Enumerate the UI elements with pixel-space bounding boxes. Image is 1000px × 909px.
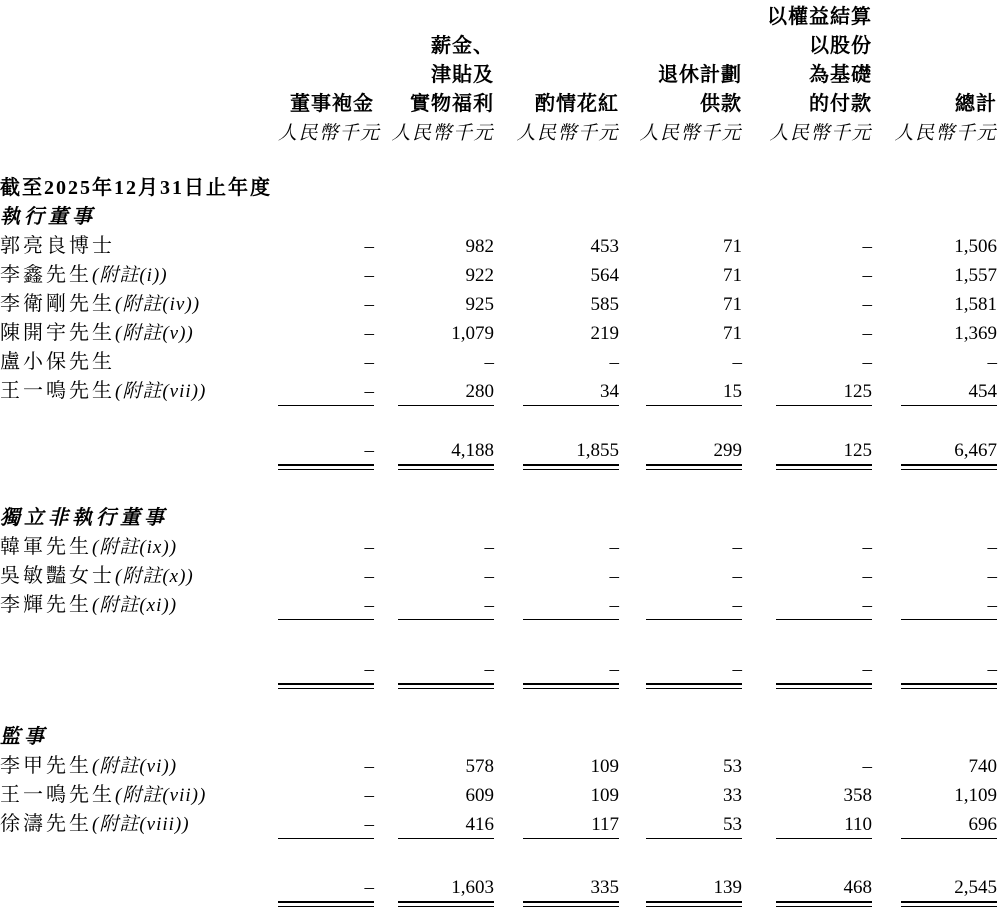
column-header-cell: 酌情花紅 [497,87,622,116]
column-header-cell: 供款 [622,87,745,116]
double-rule [646,464,742,470]
value-cell: – [745,749,875,778]
single-rule-row [0,836,1000,845]
header-name-cell [0,87,278,116]
single-rule-cell [377,836,497,845]
value-cell: 109 [497,749,622,778]
single-rule [646,405,742,406]
value-cell: – [622,559,745,588]
double-rule-cell [622,681,745,691]
column-header-cell: 薪金、 [377,29,497,58]
double-rule-row [0,899,1000,909]
value-cell: 925 [377,287,497,316]
column-header-cell [497,29,622,58]
period-label: 截至2025年12月31日止年度 [0,171,1000,200]
empty-cell [0,434,278,463]
double-rule-cell [377,681,497,691]
header-label-row [0,0,1000,29]
value-cell: – [278,749,377,778]
header-name-cell [0,58,278,87]
subtotal-row [0,871,1000,900]
double-rule [646,683,742,689]
value-cell: 1,506 [875,229,1000,258]
single-rule-cell [497,617,622,626]
subtotal-value-cell: – [622,652,745,681]
section-title: 監事 [0,720,1000,749]
double-rule-cell [278,681,377,691]
double-rule [398,464,494,470]
value-cell: 53 [622,749,745,778]
value-cell: 1,109 [875,778,1000,807]
double-rule-cell [745,899,875,909]
double-rule-row [0,462,1000,472]
value-cell: – [278,559,377,588]
director-name-cell [0,559,278,588]
value-cell: – [278,588,377,617]
column-unit-cell: 人民幣千元 [745,116,875,145]
director-note: (附註(ix)) [92,537,177,558]
director-name-cell [0,807,278,836]
value-cell: 34 [497,374,622,403]
empty-cell [0,462,278,472]
column-unit-cell: 人民幣千元 [622,116,745,145]
value-cell: 578 [377,749,497,778]
double-rule [398,683,494,689]
subtotal-value-cell: – [278,652,377,681]
double-rule-cell [377,462,497,472]
value-cell: – [278,316,377,345]
double-rule-cell [875,681,1000,691]
value-cell: – [622,345,745,374]
director-row [0,316,1000,345]
double-rule [776,901,872,907]
single-rule-cell [622,617,745,626]
value-cell: 33 [622,778,745,807]
subtotal-row [0,434,1000,463]
director-name: 李衛剛先生 [0,293,115,315]
single-rule-cell [875,617,1000,626]
director-row [0,374,1000,403]
single-rule [523,838,619,839]
value-cell: 1,369 [875,316,1000,345]
column-header-cell [497,0,622,29]
value-cell: – [875,345,1000,374]
value-cell: 1,581 [875,287,1000,316]
value-cell: 982 [377,229,497,258]
double-rule [278,901,374,907]
single-rule [901,619,997,620]
column-header-cell [377,0,497,29]
single-rule-cell [745,836,875,845]
director-name: 郭亮良博士 [0,235,115,257]
column-header-cell [875,0,1000,29]
subtotal-value-cell: – [278,871,377,900]
value-cell: 416 [377,807,497,836]
director-name-cell [0,530,278,559]
period-row [0,171,1000,200]
director-name-cell [0,749,278,778]
header-unit-row [0,116,1000,145]
director-name: 盧小保先生 [0,351,115,373]
value-cell: 71 [622,229,745,258]
value-cell: – [278,345,377,374]
director-name-cell [0,316,278,345]
value-cell: 922 [377,258,497,287]
value-cell: – [278,287,377,316]
double-rule [901,901,997,907]
director-name-cell [0,229,278,258]
director-name: 徐濤先生 [0,813,92,835]
subtotal-value-cell: 468 [745,871,875,900]
single-rule-cell [497,836,622,845]
value-cell: – [745,287,875,316]
empty-cell [0,681,278,691]
empty-cell [0,836,278,845]
single-rule [278,619,374,620]
single-rule [776,838,872,839]
double-rule-cell [497,462,622,472]
column-unit-cell: 人民幣千元 [875,116,1000,145]
double-rule-cell [875,462,1000,472]
single-rule-cell [745,617,875,626]
value-cell: – [622,530,745,559]
header-name-cell [0,29,278,58]
single-rule-cell [377,403,497,412]
section-title-row [0,501,1000,530]
double-rule [278,464,374,470]
double-rule [523,901,619,907]
subtotal-value-cell: 4,188 [377,434,497,463]
director-note: (附註(xi)) [92,595,177,616]
value-cell: 696 [875,807,1000,836]
single-rule-row [0,617,1000,626]
value-cell: – [497,588,622,617]
value-cell: – [745,530,875,559]
value-cell: 609 [377,778,497,807]
director-name: 王一鳴先生 [0,784,115,806]
single-rule-cell [278,617,377,626]
double-rule-cell [622,899,745,909]
director-row [0,749,1000,778]
single-rule-cell [278,836,377,845]
single-rule [901,405,997,406]
value-cell: 1,557 [875,258,1000,287]
single-rule [278,838,374,839]
subtotal-value-cell: 1,603 [377,871,497,900]
single-rule [398,405,494,406]
director-row [0,778,1000,807]
single-rule [646,619,742,620]
director-note: (附註(viii)) [92,814,190,835]
double-rule [523,683,619,689]
single-rule-cell [377,617,497,626]
column-unit-cell: 人民幣千元 [497,116,622,145]
section-executive-directors [0,200,1000,502]
value-cell: 585 [497,287,622,316]
director-note: (附註(vii)) [115,785,206,806]
director-name: 李鑫先生 [0,264,92,286]
single-rule [398,619,494,620]
section-title: 獨立非執行董事 [0,501,1000,530]
value-cell: – [278,258,377,287]
value-cell: – [377,559,497,588]
subtotal-row [0,652,1000,681]
value-cell: 71 [622,316,745,345]
empty-cell [0,617,278,626]
value-cell: – [745,316,875,345]
value-cell: – [377,345,497,374]
director-name-cell [0,345,278,374]
value-cell: – [745,229,875,258]
value-cell: 454 [875,374,1000,403]
subtotal-value-cell: – [377,652,497,681]
double-rule-cell [497,681,622,691]
single-rule [523,619,619,620]
column-header-cell [278,29,377,58]
director-name-cell [0,258,278,287]
value-cell: 15 [622,374,745,403]
section-supervisors [0,720,1000,909]
column-header-cell: 實物福利 [377,87,497,116]
single-rule-row [0,403,1000,412]
director-row [0,588,1000,617]
director-row [0,258,1000,287]
column-header-cell: 退休計劃 [622,58,745,87]
column-header-cell: 為基礎 [745,58,875,87]
subtotal-value-cell: – [745,652,875,681]
director-note: (附註(vi)) [92,756,177,777]
header-label-row [0,87,1000,116]
director-name-cell [0,287,278,316]
column-header-cell [497,58,622,87]
value-cell: – [745,559,875,588]
single-rule [901,838,997,839]
column-header-cell [278,58,377,87]
header-name-cell [0,116,278,145]
value-cell: 109 [497,778,622,807]
double-rule [776,683,872,689]
director-name-cell [0,588,278,617]
single-rule-cell [745,403,875,412]
subtotal-value-cell: – [497,652,622,681]
value-cell: – [745,258,875,287]
director-note: (附註(v)) [115,323,194,344]
value-cell: 71 [622,258,745,287]
value-cell: – [875,559,1000,588]
double-rule-cell [622,462,745,472]
director-name-cell [0,778,278,807]
value-cell: – [278,778,377,807]
director-row [0,807,1000,836]
double-rule-cell [745,681,875,691]
single-rule-cell [497,403,622,412]
header-label-row [0,58,1000,87]
single-rule-cell [278,403,377,412]
director-name: 韓軍先生 [0,536,92,558]
double-rule-cell [278,462,377,472]
spacer-row [0,845,1000,871]
value-cell: – [875,530,1000,559]
spacer-row [0,412,1000,434]
empty-cell [0,871,278,900]
director-name: 陳開宇先生 [0,322,115,344]
director-name-cell [0,374,278,403]
column-header-cell: 以權益結算 [745,0,875,29]
spacer-row [0,626,1000,652]
director-row [0,530,1000,559]
double-rule-cell [497,899,622,909]
column-header-cell: 的付款 [745,87,875,116]
section-gap-row [0,691,1000,720]
director-note: (附註(x)) [115,566,194,587]
value-cell: 53 [622,807,745,836]
value-cell: 453 [497,229,622,258]
value-cell: – [875,588,1000,617]
value-cell: – [497,559,622,588]
single-rule-cell [875,836,1000,845]
section-title: 執行董事 [0,200,1000,229]
subtotal-value-cell: – [278,434,377,463]
double-rule-cell [875,899,1000,909]
value-cell: – [745,588,875,617]
table-header [0,0,1000,145]
director-note: (附註(i)) [92,265,168,286]
single-rule [776,405,872,406]
spacer-row [0,145,1000,171]
value-cell: 280 [377,374,497,403]
value-cell: – [278,807,377,836]
double-rule [278,683,374,689]
value-cell: 219 [497,316,622,345]
section-gap-row [0,472,1000,501]
empty-cell [0,899,278,909]
value-cell: – [745,345,875,374]
double-rule-cell [745,462,875,472]
single-rule [398,838,494,839]
double-rule [776,464,872,470]
double-rule-row [0,681,1000,691]
value-cell: – [377,588,497,617]
value-cell: 1,079 [377,316,497,345]
double-rule-cell [377,899,497,909]
header-name-cell [0,0,278,29]
double-rule [901,464,997,470]
double-rule-cell [278,899,377,909]
double-rule [646,901,742,907]
header-label-row [0,29,1000,58]
column-header-cell [875,29,1000,58]
double-rule [901,683,997,689]
director-note: (附註(iv)) [115,294,200,315]
subtotal-value-cell: 125 [745,434,875,463]
double-rule [398,901,494,907]
director-name: 李輝先生 [0,594,92,616]
column-header-cell [622,0,745,29]
column-header-cell: 董事袍金 [278,87,377,116]
section-title-row [0,720,1000,749]
empty-cell [0,652,278,681]
column-header-cell [875,58,1000,87]
value-cell: – [497,530,622,559]
director-name: 吳敏豔女士 [0,565,115,587]
subtotal-value-cell: 1,855 [497,434,622,463]
empty-cell [0,403,278,412]
section-independent-non-executive-directors [0,501,1000,720]
double-rule [523,464,619,470]
value-cell: 125 [745,374,875,403]
subtotal-value-cell: 139 [622,871,745,900]
subtotal-value-cell: 335 [497,871,622,900]
single-rule [523,405,619,406]
period-block [0,145,1000,200]
column-header-cell [278,0,377,29]
value-cell: 358 [745,778,875,807]
director-note: (附註(vii)) [115,381,206,402]
single-rule-cell [622,403,745,412]
value-cell: – [278,229,377,258]
subtotal-value-cell: – [875,652,1000,681]
value-cell: 71 [622,287,745,316]
value-cell: 110 [745,807,875,836]
director-row [0,559,1000,588]
single-rule [776,619,872,620]
director-name: 王一鳴先生 [0,380,115,402]
column-header-cell: 總計 [875,87,1000,116]
subtotal-value-cell: 299 [622,434,745,463]
value-cell: – [377,530,497,559]
value-cell: – [278,374,377,403]
director-row [0,345,1000,374]
director-row [0,287,1000,316]
subtotal-value-cell: 2,545 [875,871,1000,900]
column-header-cell: 津貼及 [377,58,497,87]
single-rule [646,838,742,839]
column-header-cell [622,29,745,58]
director-name: 李甲先生 [0,755,92,777]
column-unit-cell: 人民幣千元 [278,116,377,145]
director-row [0,229,1000,258]
value-cell: – [497,345,622,374]
single-rule-cell [875,403,1000,412]
subtotal-value-cell: 6,467 [875,434,1000,463]
single-rule-cell [622,836,745,845]
value-cell: 740 [875,749,1000,778]
single-rule [278,405,374,406]
value-cell: – [622,588,745,617]
column-header-cell: 以股份 [745,29,875,58]
section-title-row [0,200,1000,229]
value-cell: – [278,530,377,559]
column-unit-cell: 人民幣千元 [377,116,497,145]
value-cell: 117 [497,807,622,836]
value-cell: 564 [497,258,622,287]
